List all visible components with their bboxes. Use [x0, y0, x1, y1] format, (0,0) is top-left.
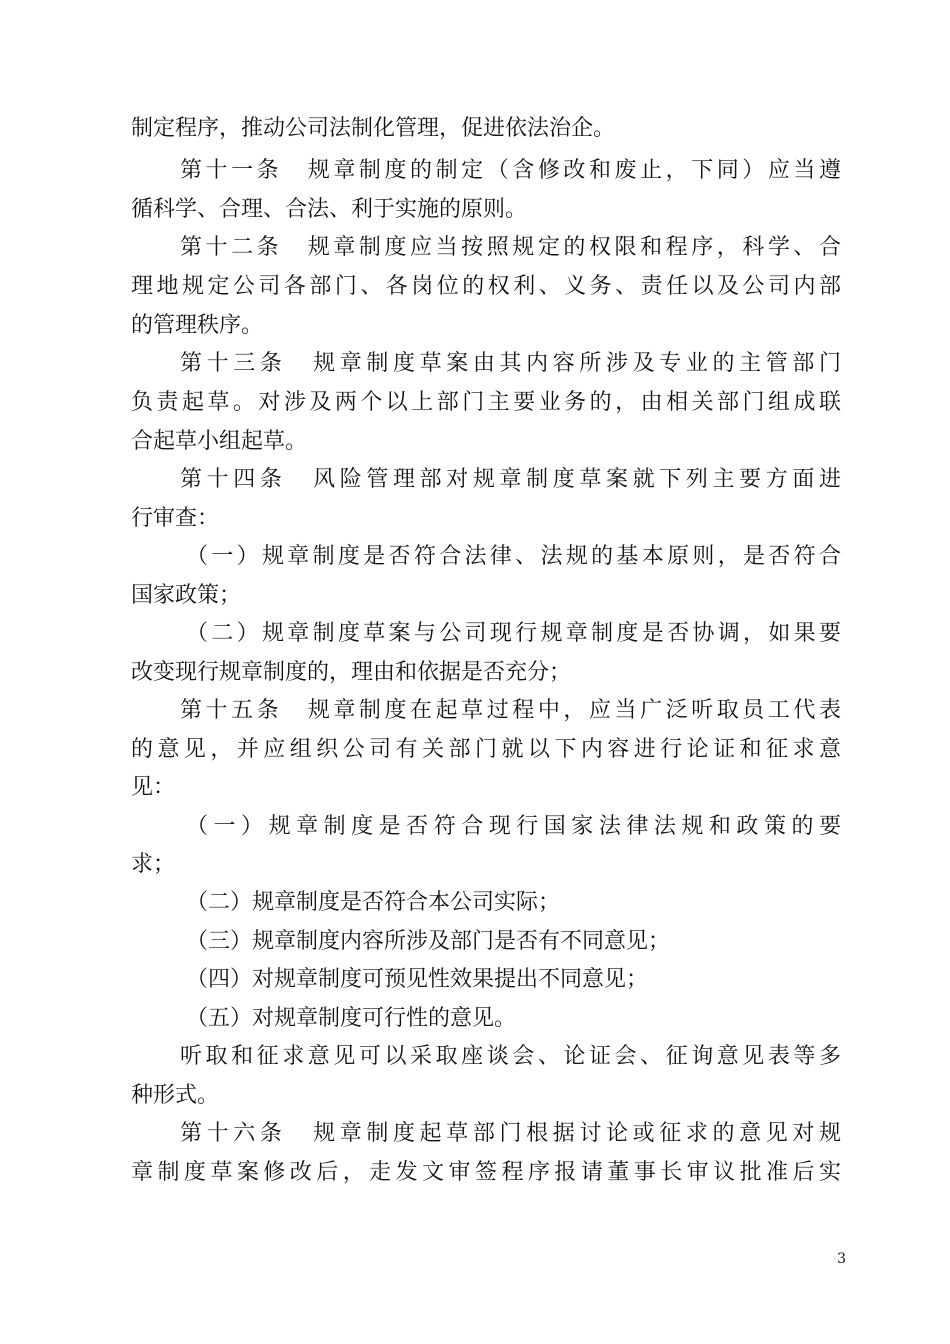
- text-line: 改变现行规章制度的，理由和依据是否充分；: [131, 660, 572, 685]
- list-item-line: （一）规章制度是否符合法律、法规的基本原则，是否符合: [186, 544, 841, 569]
- page-number: 3: [837, 1251, 846, 1267]
- text-line: 制定程序，推动公司法制化管理，促进依法治企。: [131, 116, 616, 141]
- article-14-heading-line: 第十四条 风险管理部对规章制度草案就下列主要方面进: [180, 467, 841, 492]
- list-item-line: （二）规章制度草案与公司现行规章制度是否协调，如果要: [186, 621, 841, 646]
- text-line: 循科学、合理、合法、利于实施的原则。: [131, 197, 528, 222]
- text-line: 国家政策；: [131, 583, 242, 608]
- list-item-line: （五）对规章制度可行性的意见。: [186, 1006, 517, 1031]
- article-15-heading-line: 第十五条 规章制度在起草过程中，应当广泛听取员工代表: [180, 698, 841, 723]
- list-item-line: （三）规章制度内容所涉及部门是否有不同意见；: [186, 929, 671, 954]
- article-13-heading-line: 第十三条 规章制度草案由其内容所涉及专业的主管部门: [180, 351, 841, 376]
- list-item-line: （二）规章制度是否符合本公司实际；: [186, 890, 561, 915]
- text-line: 章制度草案修改后，走发文审签程序报请董事长审议批准后实: [131, 1160, 841, 1185]
- text-line: 见：: [131, 775, 176, 800]
- text-line: 种形式。: [131, 1083, 220, 1108]
- text-line: 行审查：: [131, 506, 220, 531]
- text-line: 合起草小组起草。: [131, 429, 308, 454]
- text-line: 负责起草。对涉及两个以上部门主要业务的，由相关部门组成联: [131, 390, 841, 415]
- text-line: 理地规定公司各部门、各岗位的权利、义务、责任以及公司内部: [131, 274, 841, 299]
- text-line: 听取和征求意见可以采取座谈会、论证会、征询意见表等多: [180, 1044, 841, 1069]
- text-line: 的意见，并应组织公司有关部门就以下内容进行论证和征求意: [131, 737, 841, 762]
- list-item-line: （一）规章制度是否符合现行国家法律法规和政策的要: [186, 814, 841, 839]
- article-12-heading-line: 第十二条 规章制度应当按照规定的权限和程序，科学、合: [180, 235, 841, 260]
- article-16-heading-line: 第十六条 规章制度起草部门根据讨论或征求的意见对规: [180, 1121, 841, 1146]
- text-line: 求；: [131, 852, 176, 877]
- list-item-line: （四）对规章制度可预见性效果提出不同意见；: [186, 967, 649, 992]
- article-11-heading-line: 第十一条 规章制度的制定（含修改和废止，下同）应当遵: [180, 158, 841, 183]
- text-line: 的管理秩序。: [131, 313, 264, 338]
